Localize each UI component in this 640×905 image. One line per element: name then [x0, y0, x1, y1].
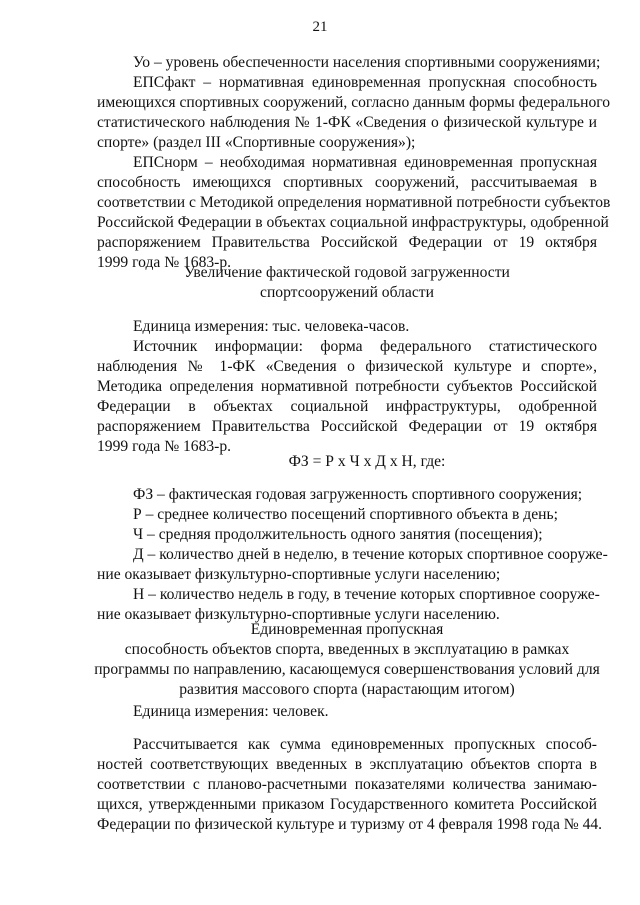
text-line: соответствии с планово-расчетными показателями количества занимаю-	[97, 776, 597, 793]
text-line: наблюдения № 1-ФК «Сведения о физической культуре и спорте»,	[97, 358, 597, 375]
text-line: ЕПСнорм – необходимая нормативная единовременная пропускная	[133, 154, 597, 171]
text-line: ЕПСфакт – нормативная единовременная пропускная способность	[133, 74, 597, 91]
text-line: распоряжением Правительства Российской Федерации от 19 октября	[97, 418, 597, 435]
section-heading-load	[97, 263, 597, 303]
formula-definitions	[97, 485, 608, 625]
text-line: спорте» (раздел III «Спортивные сооружения»);	[97, 134, 416, 151]
text-line: Рассчитывается как сумма единовременных пропускных способ-	[133, 736, 597, 753]
text-line: Источник информации: форма федерального статистического	[133, 338, 597, 355]
text-line: щихся, утвержденными приказом Государственного комитета Российской	[97, 796, 597, 813]
definition-eps-fakt	[97, 73, 611, 153]
text-line: Российской Федерации в объектах социальной инфраструктуры, одобренной	[97, 214, 609, 231]
text-line: распоряжением Правительства Российской Федерации от 19 октября	[97, 234, 597, 251]
text-line: ние оказывает физкультурно-спортивные услуги населению;	[97, 566, 501, 583]
formula-text: ФЗ = Р х Ч х Д х Н, где:	[288, 453, 446, 470]
text-line: статистического наблюдения № 1-ФК «Сведения о физической культуре и	[97, 114, 597, 131]
unit-line-1	[97, 317, 597, 337]
text-line: способность имеющихся спортивных сооружений, рассчитываемая в	[97, 174, 597, 191]
text-line: Единица измерения: тыс. человека-часов.	[133, 318, 410, 335]
source-paragraph	[97, 337, 597, 457]
text-line: Методика определения нормативной потребности субъектов Российской	[97, 378, 597, 395]
page-number: 21	[312, 19, 328, 35]
text-line: ФЗ – фактическая годовая загруженность спортивного сооружения;	[133, 486, 583, 503]
text-line: Федерации в объектах социальной инфраструктуры, одобренной	[97, 398, 597, 415]
text-line: ние оказывает физкультурно-спортивные услуги населению.	[97, 606, 500, 623]
text-line: Единица измерения: человек.	[133, 703, 329, 720]
heading-line: способность объектов спорта, введенных в эксплуатацию в рамках	[124, 641, 570, 658]
text-line: имеющихся спортивных сооружений, согласно данным формы федерального	[97, 94, 611, 111]
definition-uo	[97, 53, 601, 73]
heading-line: спортсооружений области	[260, 284, 434, 301]
calculation-paragraph	[97, 735, 603, 835]
text-line: 1999 года № 1683-р.	[97, 254, 232, 271]
text-line: ностей соответствующих введенных в эксплуатацию объектов спорта в	[97, 756, 597, 773]
unit-line-2	[97, 702, 597, 722]
heading-line: развития массового спорта (нарастающим итогом)	[179, 681, 515, 698]
text-line: Р – среднее количество посещений спортивного объекта в день;	[133, 506, 558, 523]
text-line: Федерации по физической культуре и туризму от 4 февраля 1998 года № 44.	[97, 816, 603, 833]
text-line: Н – количество недель в году, в течение которых спортивное сооруже-	[133, 586, 600, 603]
text-line: 1999 года № 1683-р.	[97, 438, 232, 455]
text-line: Уо – уровень обеспеченности населения спортивными сооружениями;	[133, 54, 601, 71]
heading-line: программы по направлению, касающемуся совершенствования условий для	[94, 661, 600, 678]
section-heading-capacity	[90, 620, 604, 700]
text-line: Ч – средняя продолжительность одного занятия (посещения);	[133, 526, 543, 543]
definition-eps-norm	[97, 153, 611, 273]
text-line: Д – количество дней в неделю, в течение которых спортивное сооруже-	[133, 546, 608, 563]
heading-line: Увеличение фактической годовой загруженности	[184, 264, 510, 281]
heading-line: Единовременная пропускная	[250, 621, 444, 638]
text-line: соответствии с Методикой определения нормативной потребности субъектов	[97, 194, 611, 211]
formula	[97, 452, 597, 472]
